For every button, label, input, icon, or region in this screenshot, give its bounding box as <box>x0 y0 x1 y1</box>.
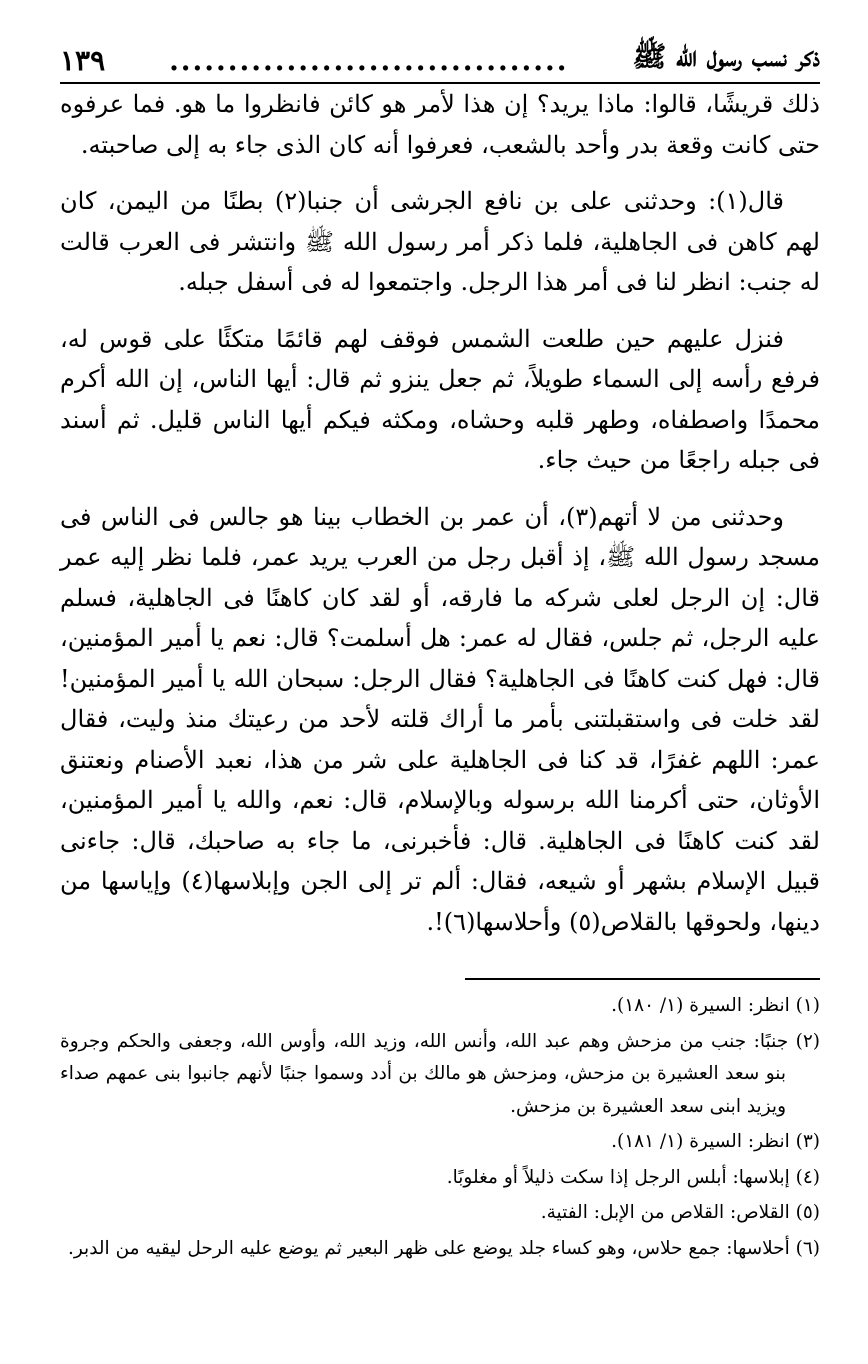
paragraph: ذلك قريشًا، قالوا: ماذا يريد؟ إن هذا لأمر هو كائن فانظروا ما هو. فما عرفوه حتى كانت وقعة بدر وأحد بالشعب، فعرفوا أنه كان الذى جاء به إلى صاحبته. <box>60 90 820 159</box>
footnote: (٣) انظر: السيرة (١/ ١٨١). <box>611 1131 820 1152</box>
footnote: (٢) جنبًا: جنب من مزحش وهم عبد الله، وأنس الله، وزيد الله، وأوس الله، وجعفى والحكم وجروة بنو سعد العشيرة بن مزحش، ومزحش هو مالك بن أدد وسموا جنبًا لأنهم جانبوا بنى عمهم صداء ويزيد ابنى سعد العشيرة بن مزحش. <box>60 1030 820 1117</box>
footnote: (٦) أحلاسها: جمع حلاس، وهو كساء جلد يوضع على ظهر البعير ثم يوضع عليه الرحل ليقيه من الدبر. <box>67 1237 820 1259</box>
running-title: ذكر نسب رسول الله ﷺ <box>632 40 820 73</box>
page-number: ١٣٩ <box>60 43 106 77</box>
paragraph: فنزل عليهم حين طلعت الشمس فوقف لهم قائمًا متكئًا على قوس له، فرفع رأسه إلى السماء طويلاً، ثم جعل ينزو ثم قال: أيها الناس، إن الله أكرم محمدًا واصطفاه، وطهر قلبه وحشاه، ومكثه فيكم أيها الناس قليل. ثم أسند فى جبله راجعًا من حيث جاء. <box>60 324 820 474</box>
footnote: (١) انظر: السيرة (١/ ١٨٠). <box>611 995 820 1016</box>
header-dot-leader: .................................. <box>169 43 569 77</box>
paragraph: وحدثنى من لا أتهم(٣)، أن عمر بن الخطاب بينا هو جالس فى الناس فى مسجد رسول الله ﷺ، إذ أقبل رجل من العرب يريد عمر، فلما نظر إليه عمر قال: إن الرجل لعلى شركه ما فارقه، أو لقد كان كاهنًا فى الجاهلية، فسلم عليه الرجل، ثم جلس، فقال له عمر: هل أسلمت؟ قال: نعم يا أمير المؤمنين، قال: فهل كنت كاهنًا فى الجاهلية؟ فقال الرجل: سبحان الله يا أمير المؤمنين! لقد خلت فى واستقبلتنى بأمر ما أراك قلته لأحد من رعيتك منذ وليت، فقال عمر: اللهم غفرًا، قد كنا فى الجاهلية على شر من هذا، نعبد الأصنام ونعتنق الأوثان، حتى أكرمنا الله برسوله وبالإسلام، قال: نعم، والله يا أمير المؤمنين، لقد كنت كاهنًا فى الجاهلية. قال: فأخبرنى، ما جاء به صاحبك، قال: جاءنى قبيل الإسلام بشهر أو شيعه، فقال: ألم تر إلى الجن وإبلاسها(٤) وإياسها من دينها، ولحوقها بالقلاص(٥) وأحلاسها(٦)!. <box>60 502 820 936</box>
footnote-separator <box>465 978 820 980</box>
footnote: (٥) القلاص: القلاص من الإبل: الفتية. <box>540 1202 820 1223</box>
footnotes <box>60 990 820 1268</box>
paragraph: قال(١): وحدثنى على بن نافع الجرشى أن جنبا(٢) بطنًا من اليمن، كان لهم كاهن فى الجاهلية، فلما ذكر أمر رسول الله ﷺ وانتشر فى العرب قالت له جنب: انظر لنا فى أمر هذا الرجل. واجتمعوا له فى أسفل جبله. <box>60 187 820 296</box>
main-text <box>60 84 820 958</box>
running-header <box>60 38 820 84</box>
footnote: (٤) إبلاسها: أبلس الرجل إذا سكت ذليلاً أو مغلوبًا. <box>446 1166 820 1188</box>
